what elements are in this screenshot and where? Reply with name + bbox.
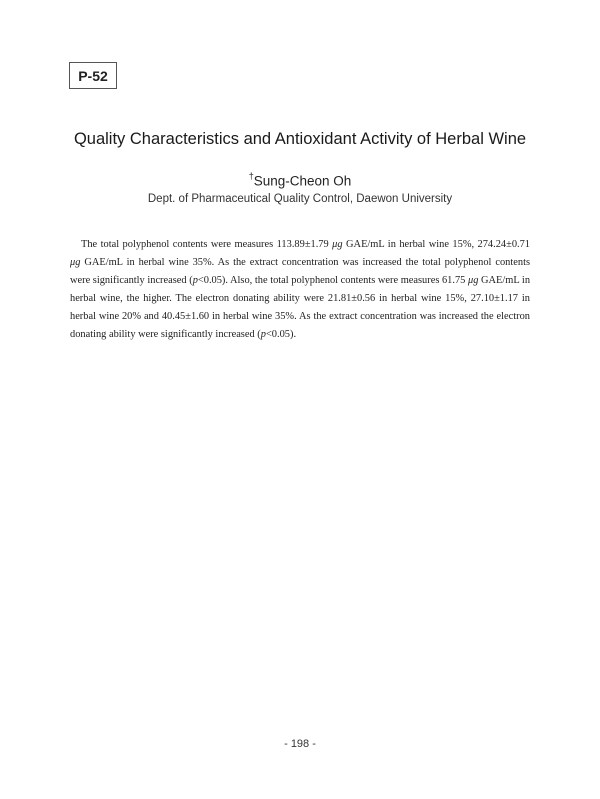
abstract-text: GAE/mL in herbal wine 15%, 274.24±0.71 xyxy=(342,239,531,250)
abstract xyxy=(70,236,530,344)
affiliation: Dept. of Pharmaceutical Quality Control, Daewon University xyxy=(147,193,453,205)
abstract-paragraph xyxy=(70,236,530,344)
abstract-text: <0.05). xyxy=(265,329,297,340)
paper-code-box xyxy=(69,62,117,89)
paper-code: P-52 xyxy=(78,67,108,84)
unit-italic: μg xyxy=(70,257,81,268)
page-number: - 198 - xyxy=(284,738,316,750)
p-value-italic: p xyxy=(260,329,266,340)
author-line xyxy=(0,172,600,189)
corresponding-author-mark: † xyxy=(248,171,254,181)
paper-title: Quality Characteristics and Antioxidant Activity of Herbal Wine xyxy=(73,130,527,148)
abstract-text: <0.05). Also, the total polyphenol contents were measures 61.75 xyxy=(197,275,468,286)
unit-italic: μg xyxy=(467,275,479,286)
unit-italic: μg xyxy=(332,239,343,250)
abstract-text: GAE/mL in herbal wine 35%. As the extract concentration was increased the total polyphenol contents were significantly increased ( xyxy=(70,257,530,286)
abstract-text: The total polyphenol contents were measures 113.89±1.79 xyxy=(81,239,333,250)
abstract-text: GAE/mL in herbal wine, the higher. The electron donating ability were 21.81±0.56 in herbal wine 15%, 27.10±1.17 in herbal wine 20% and 40.45±1.60 in herbal wine 35%. As the extract concentration was increased the electron donating ability were significantly increased ( xyxy=(70,275,531,340)
author-name: Sung-Cheon Oh xyxy=(253,173,352,189)
p-value-italic: p xyxy=(192,275,198,286)
